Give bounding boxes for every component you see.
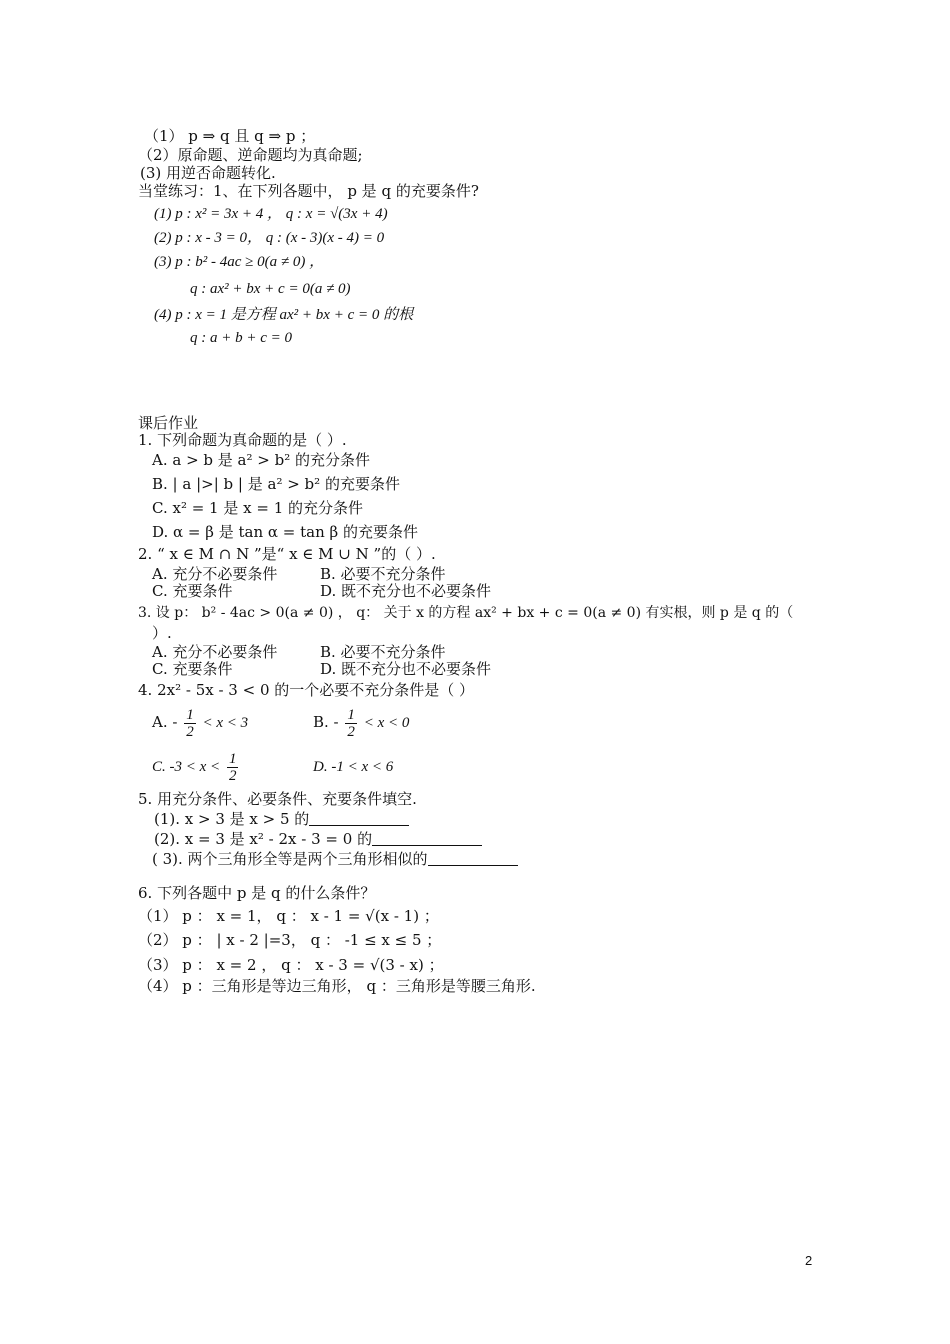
- option-b: B. 必要不充分条件: [320, 643, 446, 661]
- page-number: 2: [805, 1253, 813, 1268]
- option-a: A. a > b 是 a² > b² 的充分条件: [152, 451, 370, 469]
- sub-question: （1） p ： x = 1， q ： x - 1 = √(x - 1) ；: [138, 907, 439, 925]
- option-d: D. 既不充分也不必要条件: [320, 582, 492, 600]
- option-c: C. x² = 1 是 x = 1 的充分条件: [152, 499, 364, 517]
- option-c: C. -3 < x < $\frac{1}{2}$: [152, 750, 237, 784]
- option-b: B. 必要不充分条件: [320, 565, 446, 583]
- equation-line: q : a + b + c = 0: [190, 330, 293, 346]
- question-6: 6. 下列各题中 p 是 q 的什么条件？: [138, 884, 376, 902]
- option-d: D. -1 < x < 6: [313, 759, 394, 775]
- question-5: 5. 用充分条件、必要条件、充要条件填空.: [138, 790, 417, 808]
- text-line: （1） p ⇒ q 且 q ⇒ p ；: [144, 127, 316, 145]
- fraction: $\frac{1}{2}$: [347, 706, 355, 740]
- practice-heading: 当堂练习：1、在下列各题中， p 是 q 的充要条件?: [138, 182, 479, 200]
- text-line: ）.: [152, 624, 172, 642]
- fill-blank-3: ( 3). 两个三角形全等是两个三角形相似的: [152, 850, 518, 868]
- fraction: $\frac{1}{2}$: [228, 750, 237, 784]
- fill-blank-2: (2). x = 3 是 x² - 2x - 3 = 0 的: [154, 830, 482, 848]
- sub-question: （4） p ：三角形是等边三角形， q ：三角形是等腰三角形.: [138, 977, 536, 995]
- homework-title: 课后作业: [138, 414, 199, 432]
- option-d: D. α = β 是 tan α = tan β 的充要条件: [152, 523, 418, 541]
- text-line: (3) 用逆否命题转化.: [140, 164, 276, 182]
- equation-line: (1) p : x² = 3x + 4 ， q : x = √(3x + 4): [154, 206, 388, 222]
- option-b: B. | a |>| b | 是 a² > b² 的充要条件: [152, 475, 400, 493]
- answer-blank: [428, 851, 518, 866]
- option-d: D. 既不充分也不必要条件: [320, 660, 492, 678]
- equation-line: q : ax² + bx + c = 0(a ≠ 0): [190, 281, 351, 297]
- option-c: C. 充要条件: [152, 660, 233, 678]
- sub-question: （3） p ： x = 2 ， q ： x - 3 = √(3 - x) ；: [138, 956, 444, 974]
- equation-line: (2) p : x - 3 = 0， q : (x - 3)(x - 4) = 0: [154, 230, 385, 246]
- answer-blank: [309, 811, 409, 826]
- sub-question: （2） p ： | x - 2 |=3， q ： -1 ≤ x ≤ 5 ；: [138, 931, 442, 949]
- question-4: 4. 2x² - 5x - 3 < 0 的一个必要不充分条件是（ ）: [138, 681, 475, 699]
- question-1: 1. 下列命题为真命题的是（ ）.: [138, 431, 347, 449]
- option-a: A. - $\frac{1}{2}$ < x < 3: [152, 706, 249, 740]
- question-3: 3. 设 p： b² - 4ac > 0(a ≠ 0) ， q： 关于 x 的方程 ax² + bx + c = 0(a ≠ 0) 有实根，则 p 是 q 的（: [138, 605, 794, 621]
- fraction: $\frac{1}{2}$: [186, 706, 194, 740]
- equation-line: (3) p : b² - 4ac ≥ 0(a ≠ 0) ，: [154, 254, 325, 270]
- option-b: B. - $\frac{1}{2}$ < x < 0: [313, 706, 410, 740]
- text-line: （2）原命题、逆命题均为真命题;: [138, 146, 363, 164]
- option-c: C. 充要条件: [152, 582, 233, 600]
- answer-blank: [372, 831, 482, 846]
- option-a: A. 充分不必要条件: [152, 565, 278, 583]
- equation-line: (4) p : x = 1 是方程 ax² + bx + c = 0 的根: [154, 307, 414, 323]
- question-2: 2. “ x ∈ M ∩ N ”是“ x ∈ M ∪ N ”的（ ）.: [138, 545, 436, 563]
- option-a: A. 充分不必要条件: [152, 643, 278, 661]
- fill-blank-1: (1). x > 3 是 x > 5 的: [154, 810, 409, 828]
